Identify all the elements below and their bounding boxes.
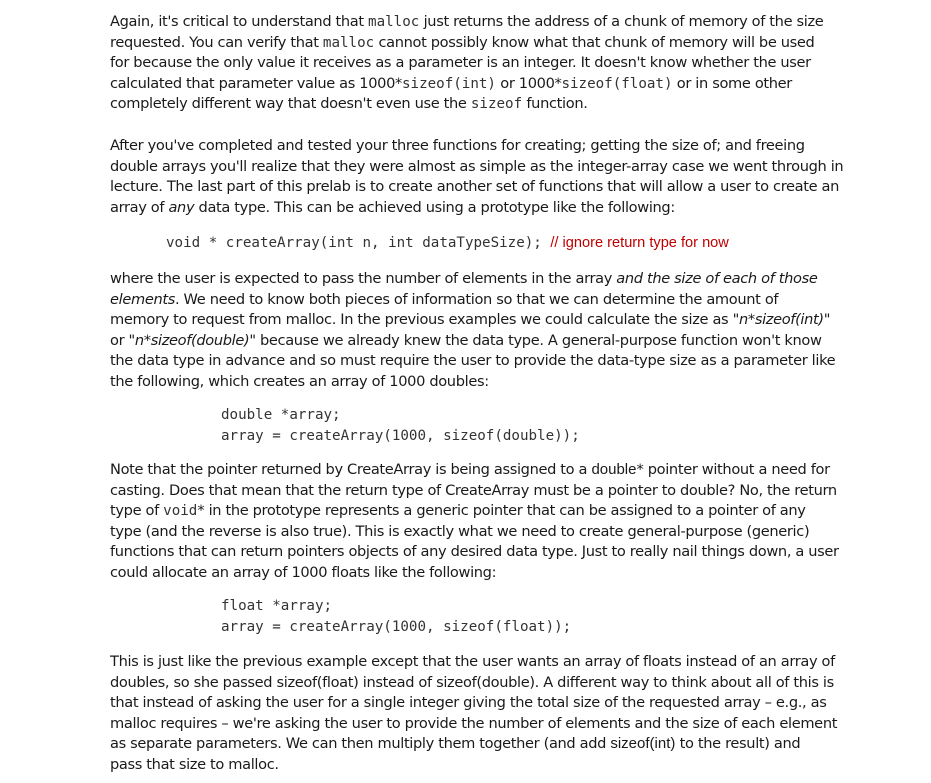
text-line: malloc requires – we're asking the user to provide the number of elements and the size of each element xyxy=(110,714,838,732)
paragraph-malloc-explanation xyxy=(110,12,823,115)
paragraph-generic-functions-intro xyxy=(110,136,843,218)
code-line: array = createArray(1000, sizeof(double)); xyxy=(221,427,580,444)
text-line: the data type in advance and so must require the user to provide the data-type size as a parameter like xyxy=(110,352,836,370)
text-line: After you've completed and tested your three functions for creating; getting the size of; and freeing xyxy=(110,137,805,154)
text-line: could allocate an array of 1000 floats like the following: xyxy=(110,563,497,581)
code-block-floats xyxy=(110,596,571,637)
text-line: type (and the reverse is also true). This is exactly what we need to create general-purpose (generic) xyxy=(110,522,810,540)
code-line: float *array; xyxy=(221,598,333,614)
paragraph-summary xyxy=(110,652,837,776)
code-block-doubles xyxy=(110,405,580,446)
paragraph-void-pointer xyxy=(110,460,839,584)
inline-code: sizeof(int) xyxy=(401,75,496,92)
inline-code: void xyxy=(163,503,198,520)
text-line: or "n*sizeof(double)" because we already knew the data type. A general-purpose function won't know xyxy=(110,331,822,349)
text-line: functions that can return pointers objects of any desired data type. Just to really nail things down, a user xyxy=(110,543,839,561)
text-line: the following, which creates an array of 1000 doubles: xyxy=(110,372,489,390)
text-line: Note that the pointer returned by CreateArray is being assigned to a double* pointer without a need for xyxy=(110,461,830,478)
paragraph-parameters xyxy=(110,269,835,393)
inline-code: malloc xyxy=(368,14,420,30)
text-line: Again, it's critical to understand that malloc just returns the address of a chunk of memory of the size xyxy=(110,13,824,30)
prototype-code: void * createArray(int n, int dataTypeSize); xyxy=(166,235,551,251)
text-line: double arrays you'll realize that they were almost as simple as the integer-array case we went through in xyxy=(110,157,844,175)
text-line: doubles, so she passed sizeof(float) instead of sizeof(double). A different way to think about all of this is xyxy=(110,673,834,691)
prototype-code-line xyxy=(110,233,729,253)
prototype-comment: // ignore return type for now xyxy=(550,235,729,251)
text-line: array of any data type. This can be achieved using a prototype like the following: xyxy=(110,198,675,216)
code-line: array = createArray(1000, sizeof(float)); xyxy=(221,618,572,635)
text-line: type of void* in the prototype represents a generic pointer that can be assigned to a pointer of any xyxy=(110,502,806,520)
text-line: casting. Does that mean that the return type of CreateArray must be a pointer to double? No, the return xyxy=(110,481,837,499)
text-line: that instead of asking the user for a single integer giving the total size of the requested array – e.g., as xyxy=(110,694,827,712)
text-line: as separate parameters. We can then multiply them together (and add sizeof(int) to the result) and xyxy=(110,735,801,753)
text-line: for because the only value it receives as a parameter is an integer. It doesn't know whether the user xyxy=(110,54,811,72)
text-line: memory to request from malloc. In the previous examples we could calculate the size as "n*sizeof(int)" xyxy=(110,311,831,329)
inline-code: sizeof xyxy=(470,96,523,113)
text-line: pass that size to malloc. xyxy=(110,755,279,773)
text-line: calculated that parameter value as 1000*sizeof(int) or 1000*sizeof(float) or in some other xyxy=(110,74,792,92)
text-line: This is just like the previous example except that the user wants an array of floats instead of an array of xyxy=(110,653,835,670)
text-line: lecture. The last part of this prelab is to create another set of functions that will allow a user to create an xyxy=(110,178,840,196)
inline-code: malloc xyxy=(322,34,375,51)
text-line: requested. You can verify that malloc cannot possibly know what that chunk of memory will be used xyxy=(110,33,815,51)
text-line: where the user is expected to pass the number of elements in the array and the size of each of those xyxy=(110,270,818,287)
text-line: completely different way that doesn't even use the sizeof function. xyxy=(110,95,588,113)
text-line: elements. We need to know both pieces of information so that we can determine the amount of xyxy=(110,290,779,308)
code-line: double *array; xyxy=(221,407,341,423)
inline-code: sizeof(float) xyxy=(561,75,673,92)
